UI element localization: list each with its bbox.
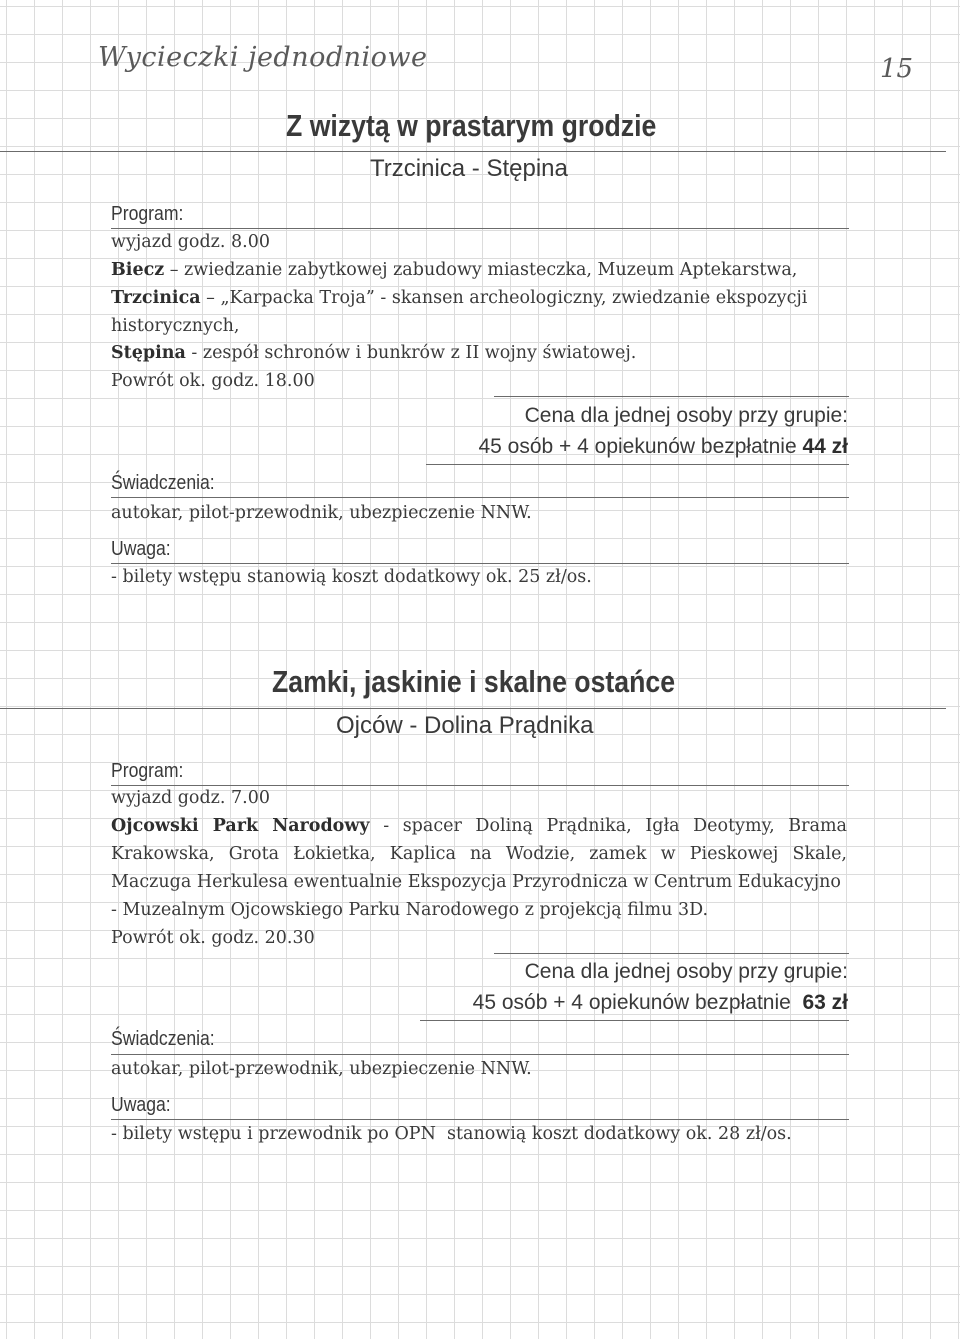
note-rule (111, 1119, 849, 1120)
place-name: Stępina (111, 343, 186, 363)
program-line: historycznych, (111, 316, 240, 336)
return-time: Powrót ok. godz. 18.00 (111, 371, 315, 391)
services-text: autokar, pilot-przewodnik, ubezpieczenie NNW. (111, 503, 532, 523)
return-time: Powrót ok. godz. 20.30 (111, 928, 315, 948)
services-rule (111, 1054, 849, 1055)
price-group: 45 osób + 4 opiekunów bezpłatnie 44 zł (478, 435, 848, 458)
services-text: autokar, pilot-przewodnik, ubezpieczenie NNW. (111, 1059, 532, 1079)
price-group: 45 osób + 4 opiekunów bezpłatnie 63 zł (472, 991, 848, 1014)
price-label: Cena dla jednej osoby przy grupie: (524, 960, 848, 983)
trip-subtitle: Ojców - Dolina Prądnika (336, 712, 594, 739)
services-rule (111, 497, 849, 498)
program-label: Program: (111, 760, 184, 782)
note-text: - bilety wstępu stanowią koszt dodatkowy ok. 25 zł/os. (111, 567, 592, 587)
program-line: Biecz – zwiedzanie zabytkowej zabudowy miasteczka, Muzeum Aptekarstwa, (111, 260, 798, 280)
note-rule (111, 563, 849, 564)
price-rule (494, 396, 849, 397)
program-label: Program: (111, 203, 184, 225)
price-value: 44 zł (802, 435, 848, 458)
price-rule (420, 1020, 849, 1021)
title-rule (0, 151, 946, 152)
section-title: Wycieczki jednodniowe (98, 42, 428, 73)
note-label: Uwaga: (111, 1094, 171, 1116)
program-line: Stępina - zespół schronów i bunkrów z II wojny światowej. (111, 343, 637, 363)
place-name: Trzcinica (111, 288, 201, 308)
departure-time: wyjazd godz. 7.00 (111, 788, 270, 808)
page-number: 15 (880, 54, 914, 84)
price-value: 63 zł (802, 991, 848, 1014)
price-label: Cena dla jednej osoby przy grupie: (524, 404, 848, 427)
trip-title: Zamki, jaskinie i skalne ostańce (272, 664, 676, 699)
price-rule (494, 953, 849, 954)
program-line: Maczuga Herkulesa ewentualnie Ekspozycja Przyrodnicza w Centrum Edukacyjno (111, 872, 841, 892)
program-line: - Muzealnym Ojcowskiego Parku Narodowego z projekcją filmu 3D. (111, 900, 709, 920)
place-name: Biecz (111, 260, 165, 280)
program-line: Ojcowski Park Narodowy - spacer Doliną Prądnika, Igła Deotymy, Brama (111, 816, 847, 836)
place-name: Ojcowski Park Narodowy (111, 816, 370, 836)
services-label: Świadczenia: (111, 472, 215, 494)
departure-time: wyjazd godz. 8.00 (111, 232, 270, 252)
program-line: Trzcinica – „Karpacka Troja” - skansen archeologiczny, zwiedzanie ekspozycji (111, 288, 808, 308)
program-line: Krakowska, Grota Łokietka, Kaplica na Wodzie, zamek w Pieskowej Skale, (111, 844, 847, 864)
services-label: Świadczenia: (111, 1028, 215, 1050)
price-rule (426, 464, 849, 465)
trip-subtitle: Trzcinica - Stępina (370, 155, 568, 182)
program-rule (111, 228, 849, 229)
note-label: Uwaga: (111, 538, 171, 560)
trip-title: Z wizytą w prastarym grodzie (286, 108, 657, 143)
note-text: - bilety wstępu i przewodnik po OPN stanowią koszt dodatkowy ok. 28 zł/os. (111, 1124, 792, 1144)
program-rule (111, 785, 849, 786)
title-rule (0, 708, 946, 709)
